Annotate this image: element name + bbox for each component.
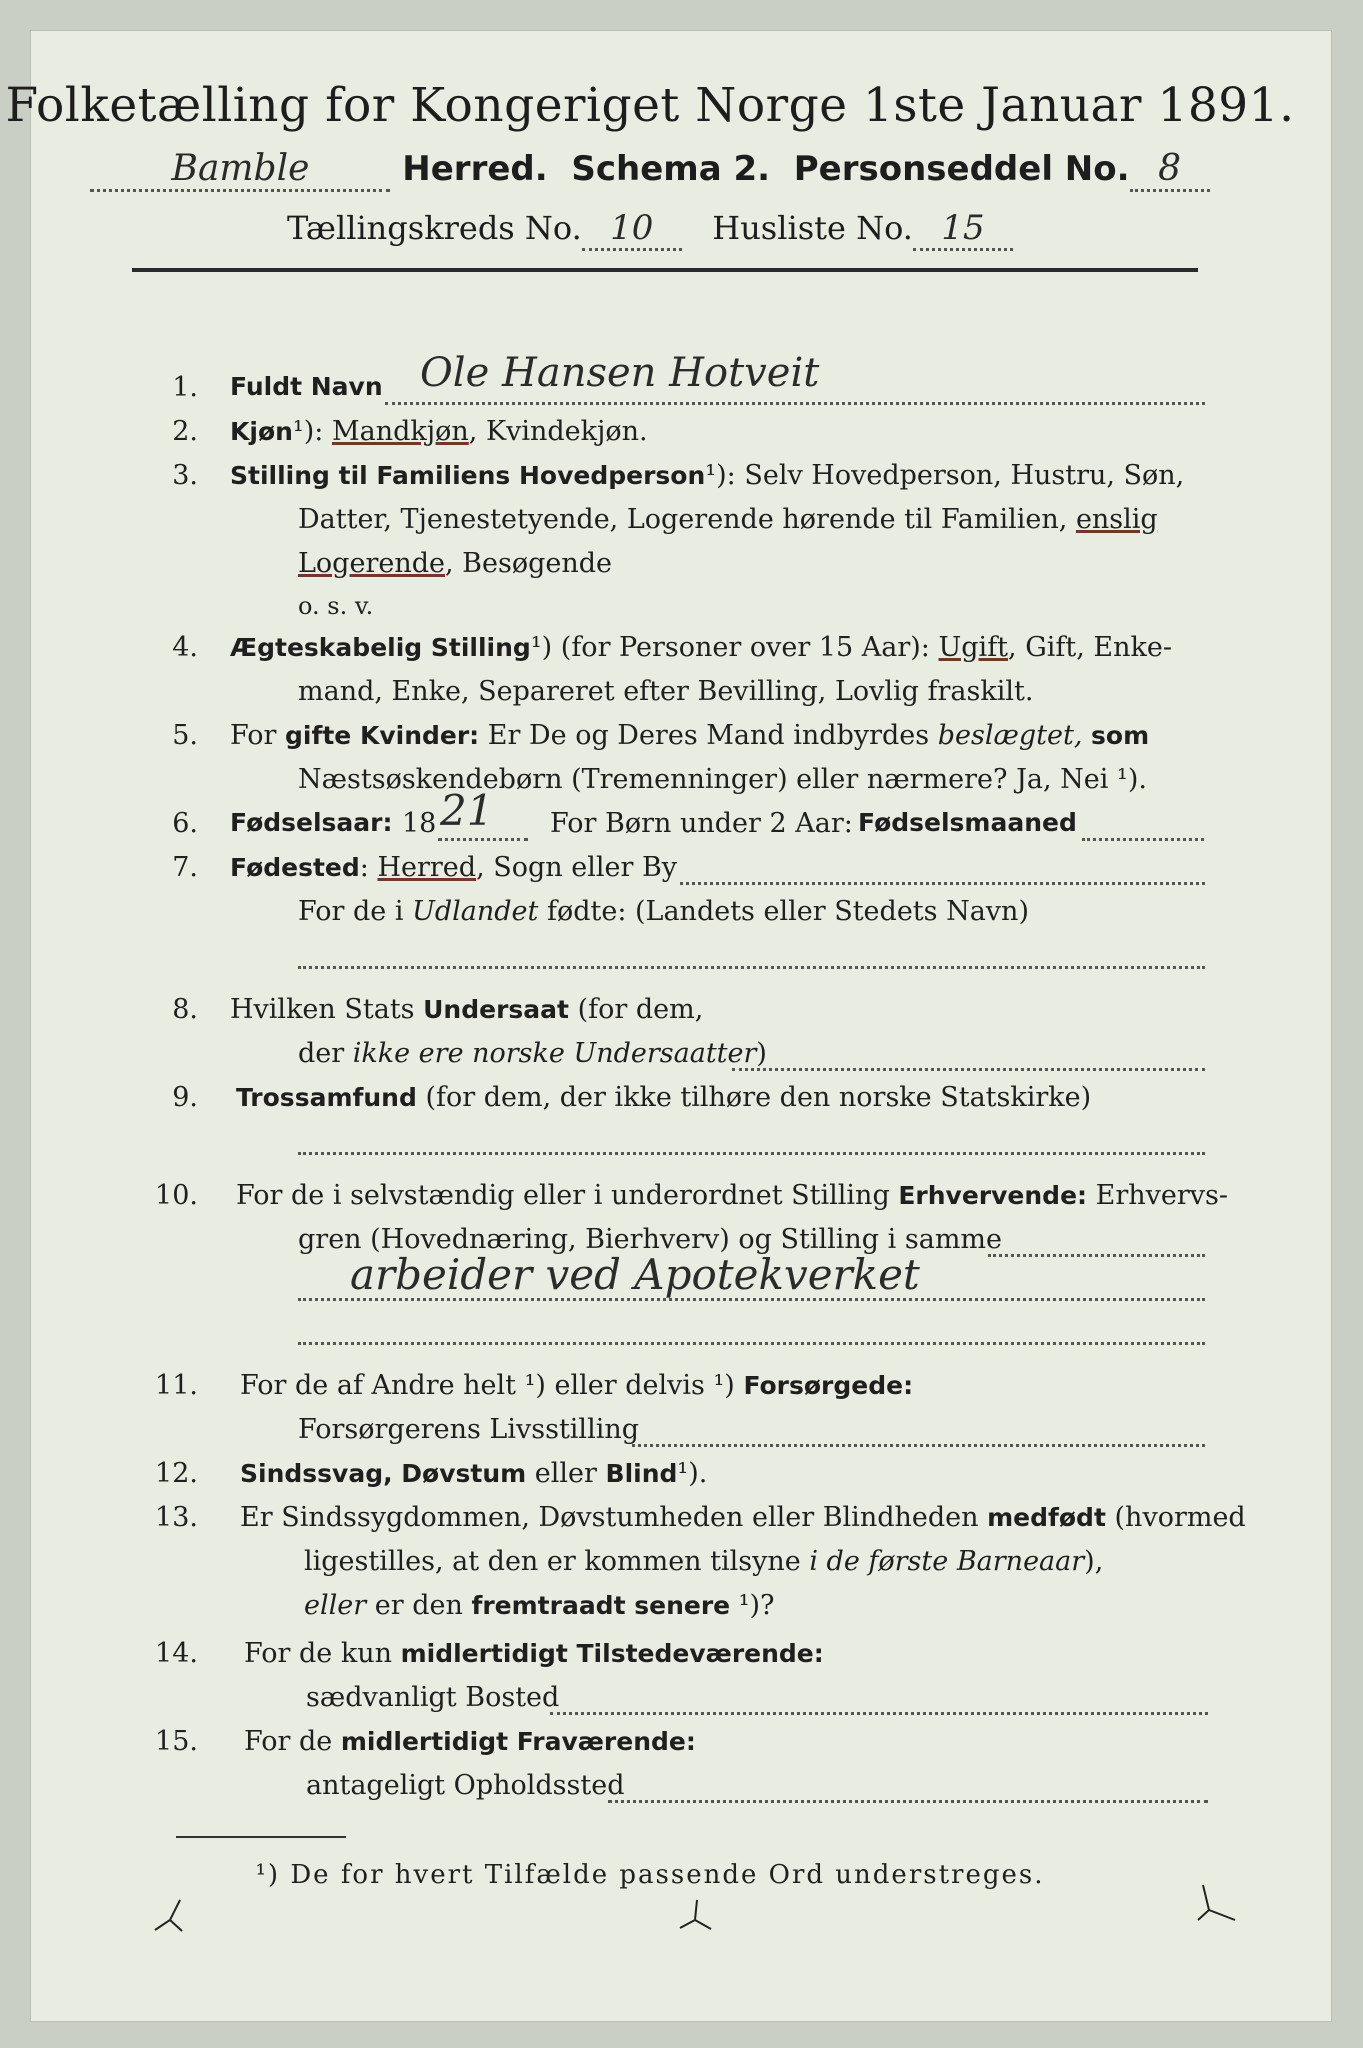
text: ¹)?	[738, 1590, 775, 1621]
text: Blind	[605, 1459, 678, 1488]
marital-label: Ægteskabelig Stilling	[230, 633, 531, 662]
text: Hvilken Stats	[230, 994, 415, 1025]
usual-residence-field[interactable]	[550, 1712, 1208, 1715]
text: fødte: (Landets eller Stedets Navn)	[546, 896, 1029, 927]
text: ligestilles, at den er kommen tilsyne	[304, 1546, 801, 1577]
name-label: Fuldt Navn	[230, 372, 383, 401]
text: eller	[304, 1590, 367, 1621]
corner-mark-left	[150, 1895, 190, 1935]
form-title: Folketælling for Kongeriget Norge 1ste Januar 1891.	[5, 78, 1295, 133]
schema-label: Schema 2.	[571, 149, 771, 189]
text: gren (Hovednæring, Bierhverv) og Stilling i samme	[298, 1224, 1003, 1255]
birthplace-label: Fødested	[230, 853, 360, 882]
temporary-present-label: midlertidigt Tilstedeværende:	[400, 1639, 824, 1668]
text: (for dem,	[577, 994, 704, 1025]
item-number: 5.	[172, 720, 198, 751]
birthplace-field[interactable]	[680, 882, 1205, 885]
birth-year-prefix: 18	[402, 808, 437, 839]
marital-options: mand, Enke, Separeret efter Bevilling, Lovlig fraskilt.	[298, 676, 1034, 707]
position-options: , Besøgende	[444, 548, 612, 579]
occupation-label: Erhvervende:	[898, 1181, 1088, 1210]
religion-label: Trossamfund	[236, 1083, 417, 1112]
text: ),	[1084, 1546, 1104, 1577]
occupation-field-1[interactable]	[988, 1254, 1205, 1257]
item-number: 4.	[172, 632, 198, 663]
header-rule	[132, 268, 1198, 272]
option-logerende[interactable]: Logerende	[298, 548, 445, 579]
text: Forsørgerens Livsstilling	[298, 1414, 640, 1445]
text: For	[230, 720, 277, 751]
item-number: 7.	[172, 852, 198, 883]
text: ¹).	[677, 1458, 708, 1489]
footnote-ref: ¹)	[530, 632, 553, 663]
text: er den	[374, 1590, 463, 1621]
married-women-label: gifte Kvinder:	[285, 721, 480, 750]
item-number: 12.	[155, 1458, 198, 1489]
marital-note: (for Personer over 15 Aar):	[560, 632, 930, 663]
item-number: 10.	[155, 1180, 198, 1211]
birth-year-label: Fødselsaar:	[230, 808, 393, 837]
sex-label: Kjøn	[230, 417, 293, 446]
husliste-value: 15	[913, 208, 1013, 251]
option-male[interactable]: Mandkjøn	[331, 416, 469, 447]
kreds-label: Tællingskreds No.	[287, 209, 582, 247]
text: fremtraadt senere	[471, 1591, 731, 1620]
birth-month-label: Fødselsmaaned	[858, 808, 1077, 837]
name-value: Ole Hansen Hotveit	[420, 350, 820, 396]
corner-mark-right	[1195, 1880, 1245, 1930]
text: (hvormed	[1114, 1502, 1246, 1533]
text: Udlandet	[412, 896, 539, 927]
herred-value: Bamble	[90, 148, 390, 192]
disability-label: Sindssvag, Døvstum	[240, 1459, 527, 1488]
text: For de	[244, 1726, 333, 1757]
text: For Børn under 2 Aar:	[550, 808, 853, 839]
text: For de i	[298, 896, 404, 927]
birthplace-options: , Sogn eller By	[476, 852, 678, 883]
birth-year-value: 21	[440, 786, 494, 835]
husliste-label: Husliste No.	[712, 209, 913, 247]
citizenship-label: Undersaat	[423, 995, 569, 1024]
text: Er Sindssygdommen, Døvstumheden eller Blindheden	[240, 1502, 979, 1533]
foreign-birthplace-field[interactable]	[298, 966, 1205, 969]
personseddel-label: Personseddel No.	[793, 149, 1130, 189]
name-field[interactable]	[385, 402, 1205, 405]
personseddel-value: 8	[1130, 148, 1210, 192]
item-number: 14.	[155, 1638, 198, 1669]
text: Er De og Deres Mand indbyrdes	[487, 720, 930, 751]
position-options: Selv Hovedperson, Hustru, Søn,	[744, 460, 1185, 491]
probable-residence-field[interactable]	[608, 1800, 1208, 1803]
text: som	[1091, 721, 1150, 750]
footnote: ¹) De for hvert Tilfælde passende Ord understreges.	[255, 1860, 1045, 1890]
marital-options: , Gift, Enke-	[1008, 632, 1172, 663]
option-female[interactable]: , Kvindekjøn.	[468, 416, 648, 447]
text: sædvanligt Bosted	[306, 1682, 560, 1713]
text: beslægtet,	[937, 720, 1083, 751]
corner-mark-center	[675, 1895, 715, 1935]
birth-month-field[interactable]	[1082, 838, 1204, 841]
citizenship-field[interactable]	[732, 1068, 1205, 1071]
option-ugift[interactable]: Ugift	[938, 632, 1009, 663]
text: Erhvervs-	[1095, 1180, 1229, 1211]
position-etc: o. s. v.	[298, 592, 374, 620]
footnote-rule	[176, 1836, 346, 1838]
text: der	[298, 1038, 345, 1069]
item-number: 2.	[172, 416, 198, 447]
footnote-ref: ¹):	[292, 416, 324, 447]
option-enslig[interactable]: enslig	[1075, 504, 1158, 535]
item-number: 13.	[155, 1502, 198, 1533]
occupation-value: arbeider ved Apotekverket	[350, 1250, 920, 1299]
kreds-line	[0, 208, 1300, 251]
relation-question: Næstsøskendebørn (Tremenninger) eller nærmere? Ja, Nei ¹).	[298, 764, 1147, 795]
religion-field[interactable]	[298, 1152, 1205, 1155]
text: For de af Andre helt ¹) eller delvis ¹)	[240, 1370, 735, 1401]
text: For de kun	[244, 1638, 392, 1669]
herred-label: Herred.	[402, 149, 548, 189]
herred-line	[0, 148, 1300, 192]
kreds-value: 10	[582, 208, 682, 251]
temporary-absent-label: midlertidigt Fraværende:	[340, 1727, 696, 1756]
text: )	[756, 1038, 767, 1069]
item-number: 8.	[172, 994, 198, 1025]
text: ikke ere norske Undersaatter	[352, 1038, 757, 1069]
text: eller	[534, 1458, 597, 1489]
item-number: 11.	[155, 1370, 198, 1401]
text: medfødt	[987, 1503, 1106, 1532]
occupation-field-3[interactable]	[298, 1342, 1205, 1345]
text: i de første Barneaar	[809, 1546, 1085, 1577]
text: For de i selvstændig eller i underordnet Stilling	[236, 1180, 890, 1211]
item-number: 1.	[172, 372, 198, 403]
item-number: 15.	[155, 1726, 198, 1757]
item-number: 3.	[172, 460, 198, 491]
census-form-sheet	[30, 30, 1332, 2022]
birth-year-field[interactable]	[438, 838, 528, 841]
option-herred[interactable]: Herred	[377, 852, 477, 883]
provider-field[interactable]	[632, 1444, 1205, 1447]
supported-label: Forsørgede:	[743, 1371, 914, 1400]
item-number: 9.	[172, 1082, 198, 1113]
item-number: 6.	[172, 808, 198, 839]
text: (for dem, der ikke tilhøre den norske Statskirke)	[425, 1082, 1092, 1113]
footnote-ref: ¹):	[705, 460, 736, 491]
text: antageligt Opholdssted	[306, 1770, 625, 1801]
position-options: Datter, Tjenestetyende, Logerende hørende til Familien,	[298, 504, 1068, 535]
family-position-label: Stilling til Familiens Hovedperson	[230, 461, 706, 490]
